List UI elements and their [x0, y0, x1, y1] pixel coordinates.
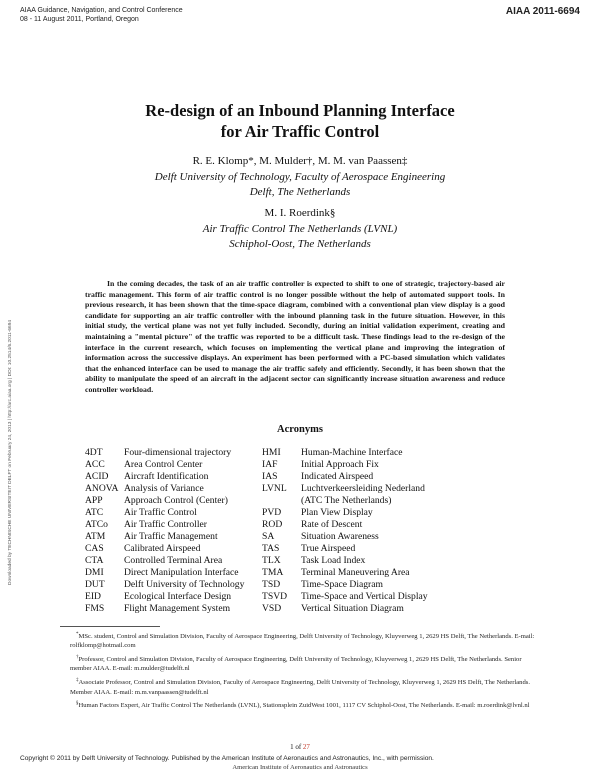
acronym-row — [262, 447, 428, 459]
author-2: M. I. Roerdink§ — [264, 207, 336, 219]
footnote-mark: † — [76, 655, 79, 661]
acronym-definition: Calibrated Airspeed — [124, 543, 201, 554]
acronym-row — [85, 471, 244, 483]
acronym-row — [262, 555, 428, 567]
footnote-text: Professor, Control and Simulation Division, Faculty of Aerospace Engineering, Delft University of Technology, Kluyverweg 1, 2629 HS Delft, The Netherlands. Senior member AIAA. E-mail: m.mulder@tudelft.nl — [70, 656, 522, 673]
acronym-abbr: TSVD — [262, 591, 288, 602]
acronym-abbr: DMI — [85, 567, 104, 578]
acronym-abbr: ANOVA — [85, 483, 119, 494]
acronym-abbr: PVD — [262, 507, 282, 518]
acronym-definition: Initial Approach Fix — [301, 459, 379, 470]
affiliation-1-line-2: Delft, The Netherlands — [249, 186, 351, 198]
acronym-abbr: TMA — [262, 567, 284, 578]
download-sidebar: Downloaded by TECHNISCHE UNIVERSITEIT DELFT on February 24, 2013 | http://arc.aiaa.org | DOI: 10.2514/6.2011-6694 — [8, 319, 13, 585]
acronym-definition: Air Traffic Management — [124, 531, 218, 542]
acronym-definition: Indicated Airspeed — [301, 471, 374, 482]
acronym-abbr: DUT — [85, 579, 105, 590]
acronym-definition: Air Traffic Controller — [124, 519, 207, 530]
acronym-row — [85, 531, 244, 543]
acronym-row — [85, 459, 244, 471]
acronym-row — [85, 579, 244, 591]
acronyms-heading: Acronyms — [277, 424, 323, 435]
acronym-row — [85, 519, 244, 531]
acronym-definition: Aircraft Identification — [124, 471, 209, 482]
acronym-abbr: IAF — [262, 459, 278, 470]
acronym-row — [85, 483, 244, 495]
acronym-row — [262, 579, 428, 591]
acronym-row — [262, 543, 428, 555]
acronym-row — [85, 567, 244, 579]
title-line-2: for Air Traffic Control — [220, 122, 380, 141]
acronym-definition: Terminal Maneuvering Area — [301, 567, 410, 578]
footnote-text: Human Factors Expert, Air Traffic Control The Netherlands (LVNL), Stationsplein ZuidWest 1001, 1117 CV Schiphol-Oost, The Netherlands. E-mail: m.roerdink@lvnl.nl — [78, 702, 530, 710]
acronym-definition: Flight Management System — [124, 603, 231, 614]
acronym-row — [262, 495, 428, 507]
page-total-link[interactable]: 27 — [302, 743, 310, 751]
acronym-row — [262, 471, 428, 483]
footnote-text: MSc. student, Control and Simulation Division, Faculty of Aerospace Engineering, Delft University of Technology, Kluyverweg 1, 2629 HS Delft, The Netherlands. E-mail: rolfklomp@hotmail.com — [70, 633, 535, 650]
footnotes — [70, 630, 540, 713]
acronym-row — [85, 555, 244, 567]
acronym-abbr: CAS — [85, 543, 104, 554]
acronym-definition: Direct Manipulation Interface — [124, 567, 239, 578]
conference-header — [20, 7, 183, 24]
acronyms-left-column — [85, 447, 244, 615]
page-number — [0, 743, 600, 751]
abstract: In the coming decades, the task of an air traffic controller is expected to shift to one of strategic, trajectory-based air traffic management. This form of air traffic control is no longer possible without the help of automated support tools. In previous research, it has been shown that the time-space diagram, combined with a conventional plan view display is a good candidate for supporting an air traffic controller with the inbound planning task in the future situation. However, in this initial study, the vertical plane was not yet fully included. Secondly, during an initial validation experiment, creating and maintaining a "mental picture" of the traffic was reported to be a difficult task. These findings lead to the re-design of the interface in the current research, which focuses on implementing the vertical plane and improving the integration of information across the successive displays. An experiment has been performed with a PC-based simulation which validates that the enhanced interface can be used to manage the air traffic safely and efficiently. Secondly, it has been shown that the ability to manipulate the speed of an aircraft in the adjacent sector can significantly increase situation awareness and reduce controller workload. — [85, 279, 505, 394]
affiliation-2-line-2: Schiphol-Oost, The Netherlands — [229, 238, 371, 250]
acronym-abbr: CTA — [85, 555, 104, 566]
acronym-definition: Area Control Center — [124, 459, 203, 470]
acronym-abbr: TSD — [262, 579, 281, 590]
acronym-definition: Vertical Situation Diagram — [301, 603, 404, 614]
acronym-row — [262, 531, 428, 543]
acronym-row — [85, 591, 244, 603]
acronym-abbr: TAS — [262, 543, 280, 554]
acronym-definition: Controlled Terminal Area — [124, 555, 223, 566]
acronym-abbr: APP — [85, 495, 103, 506]
acronym-abbr: LVNL — [262, 483, 287, 494]
acronym-row — [85, 447, 244, 459]
acronym-abbr: FMS — [85, 603, 105, 614]
acronym-abbr: ATM — [85, 531, 106, 542]
acronym-abbr: VSD — [262, 603, 282, 614]
affiliation-1-line-1: Delft University of Technology, Faculty of Aerospace Engineering — [154, 171, 446, 183]
footnote — [70, 653, 540, 674]
acronym-row — [85, 543, 244, 555]
author-list: R. E. Klomp*, M. Mulder†, M. M. van Paassen‡ — [192, 155, 408, 167]
copyright-notice: Copyright © 2011 by Delft University of Technology. Published by the American Institute of Aeronautics and Astronautics, Inc., with permission. — [20, 755, 434, 762]
acronym-definition: Analysis of Variance — [124, 483, 204, 494]
paper-id: AIAA 2011-6694 — [505, 6, 580, 17]
acronym-definition: Four-dimensional trajectory — [124, 447, 232, 458]
acronym-definition: Time-Space and Vertical Display — [301, 591, 428, 602]
acronym-abbr: ACC — [85, 459, 105, 470]
footnote-mark: ‡ — [76, 678, 79, 684]
acronym-row — [262, 519, 428, 531]
acronym-abbr: EID — [85, 591, 101, 602]
acronym-abbr: ATC — [85, 507, 104, 518]
acronym-definition: Time-Space Diagram — [301, 579, 383, 590]
footnote-mark: § — [76, 701, 79, 707]
conference-name: AIAA Guidance, Navigation, and Control Conference — [20, 7, 183, 14]
acronym-definition: Delft University of Technology — [124, 579, 245, 590]
acronym-abbr: SA — [262, 531, 275, 542]
acronym-row — [262, 591, 428, 603]
acronym-definition: Air Traffic Control — [124, 507, 197, 518]
acronym-definition: Luchtverkeersleiding Nederland — [301, 483, 425, 494]
publisher-line: American Institute of Aeronautics and Astronautics — [232, 764, 368, 771]
acronym-abbr: ROD — [262, 519, 283, 530]
affiliation-2-line-1: Air Traffic Control The Netherlands (LVNL) — [202, 223, 398, 235]
acronym-row — [85, 495, 244, 507]
footnote — [70, 676, 540, 697]
acronym-row — [262, 603, 428, 615]
footnote-rule — [60, 626, 160, 627]
acronym-row — [262, 507, 428, 519]
acronym-definition: Situation Awareness — [301, 531, 379, 542]
acronym-row — [85, 603, 244, 615]
acronym-definition: Plan View Display — [301, 507, 373, 518]
paper-title — [0, 100, 600, 142]
footnote-mark: * — [76, 632, 79, 637]
acronym-definition: Approach Control (Center) — [124, 495, 228, 506]
acronym-abbr: ACID — [85, 471, 109, 482]
acronym-row — [262, 459, 428, 471]
acronym-definition: Rate of Descent — [301, 519, 363, 530]
acronym-definition: (ATC The Netherlands) — [301, 495, 392, 506]
acronym-row — [262, 567, 428, 579]
acronym-definition: Ecological Interface Design — [124, 591, 232, 602]
acronym-abbr: TLX — [262, 555, 281, 566]
page-current: 1 — [290, 743, 294, 751]
acronym-row — [85, 507, 244, 519]
acronym-abbr: 4DT — [85, 447, 103, 458]
footnote-text: Associate Professor, Control and Simulation Division, Faculty of Aerospace Engineering, Delft University of Technology, Kluyverweg 1, 2629 HS Delft, The Netherlands. Member AIAA. E-mail: m.m.vanpaassen@tudelft.nl — [70, 679, 530, 696]
affiliation-1 — [0, 170, 600, 200]
page-of: of — [295, 743, 302, 751]
footnote — [70, 630, 540, 651]
acronyms-right-column — [262, 447, 428, 615]
acronym-abbr — [262, 495, 301, 507]
footnote — [70, 699, 540, 710]
acronym-abbr: IAS — [262, 471, 278, 482]
affiliation-2 — [0, 222, 600, 252]
acronym-abbr: ATCo — [85, 519, 108, 530]
acronym-definition: Human-Machine Interface — [301, 447, 403, 458]
acronym-definition: True Airspeed — [301, 543, 356, 554]
acronym-definition: Task Load Index — [301, 555, 366, 566]
acronym-row — [262, 483, 428, 495]
acronym-abbr: HMI — [262, 447, 281, 458]
title-line-1: Re-design of an Inbound Planning Interface — [145, 101, 455, 120]
conference-dates: 08 - 11 August 2011, Portland, Oregon — [20, 15, 139, 23]
